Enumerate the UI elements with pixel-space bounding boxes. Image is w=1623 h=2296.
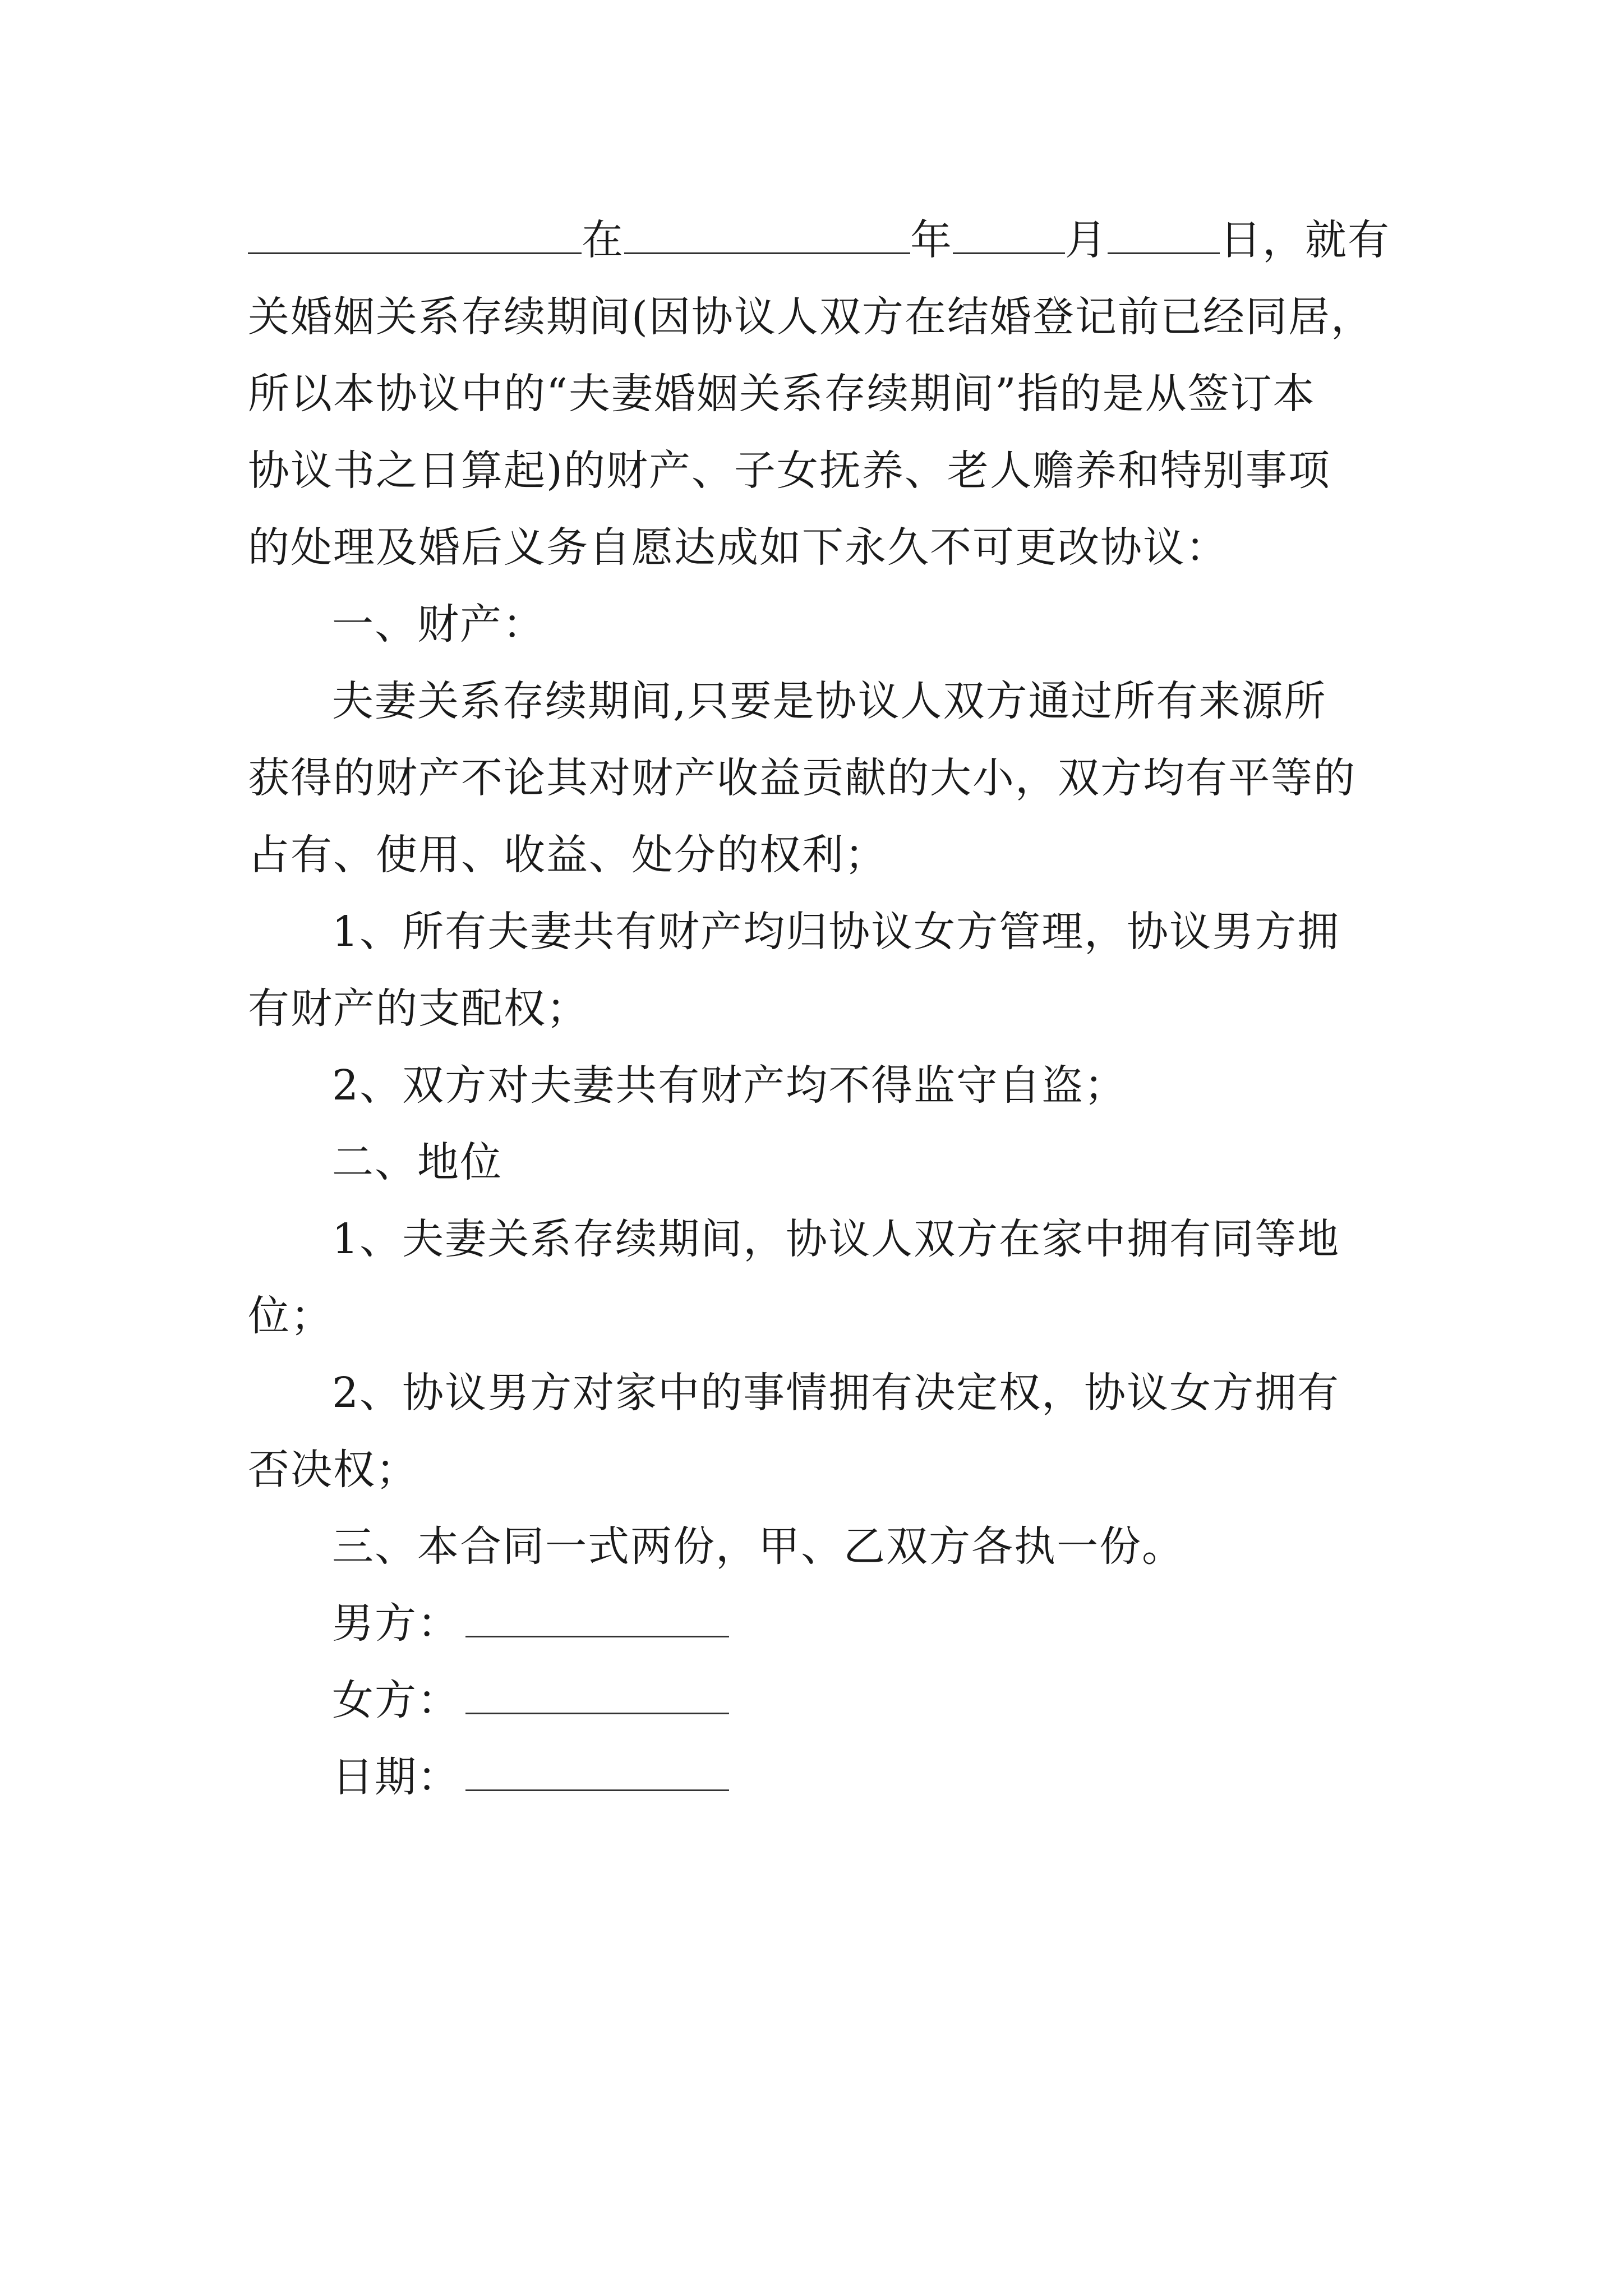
date-label: 日期： xyxy=(332,1753,460,1801)
date-blank[interactable] xyxy=(465,1746,729,1791)
female-signature-row xyxy=(248,1662,1392,1739)
status-item-2-line: 否决权； xyxy=(248,1446,418,1494)
day-blank[interactable] xyxy=(1108,208,1220,254)
month-blank[interactable] xyxy=(953,208,1065,254)
intro-line: 所以本协议中的“夫妻婚姻关系存续期间”指的是从签订本 xyxy=(248,370,1316,418)
section-status-heading: 二、地位 xyxy=(332,1138,502,1186)
property-paragraph-line: 获得的财产不论其对财产收益贡献的大小，双方均有平等的 xyxy=(248,754,1356,802)
property-item-1-line: 1、所有夫妻共有财产均归协议女方管理，协议男方拥 xyxy=(332,908,1340,956)
male-label: 男方： xyxy=(332,1599,460,1648)
party-names-blank[interactable] xyxy=(248,208,582,254)
place-blank[interactable] xyxy=(624,208,910,254)
property-paragraph-line: 占有、使用、收益、处分的权利； xyxy=(248,831,887,879)
intro-line: 关婚姻关系存续期间(因协议人双方在结婚登记前已经同居， xyxy=(248,293,1373,341)
male-signature-row xyxy=(248,1585,1392,1662)
female-label: 女方： xyxy=(332,1676,460,1724)
word-month: 月 xyxy=(1065,216,1108,264)
status-item-1-line: 1、夫妻关系存续期间，协议人双方在家中拥有同等地 xyxy=(332,1215,1340,1263)
section-copies: 三、本合同一式两份，甲、乙双方各执一份。 xyxy=(332,1522,1184,1571)
word-year: 年 xyxy=(910,216,953,264)
status-item-1-line: 位； xyxy=(248,1292,333,1340)
agreement-body xyxy=(248,202,1392,1816)
word-at: 在 xyxy=(582,216,624,264)
section-property-heading: 一、财产： xyxy=(332,600,545,648)
intro-line: 协议书之日算起)的财产、子女抚养、老人赡养和特别事项 xyxy=(248,447,1331,495)
status-item-2-line: 2、协议男方对家中的事情拥有决定权，协议女方拥有 xyxy=(332,1369,1340,1417)
male-signature-blank[interactable] xyxy=(465,1592,729,1637)
property-paragraph-line: 夫妻关系存续期间,只要是协议人双方通过所有来源所 xyxy=(332,677,1327,725)
property-item-1-line: 有财产的支配权； xyxy=(248,984,589,1033)
opening-line xyxy=(248,202,1392,279)
date-row xyxy=(248,1739,1392,1816)
intro-line: 的处理及婚后义务自愿达成如下永久不可更改协议： xyxy=(248,523,1228,572)
female-signature-blank[interactable] xyxy=(465,1669,729,1714)
property-item-2: 2、双方对夫妻共有财产均不得监守自盗； xyxy=(332,1061,1127,1110)
word-day: 日，就有 xyxy=(1220,216,1390,264)
